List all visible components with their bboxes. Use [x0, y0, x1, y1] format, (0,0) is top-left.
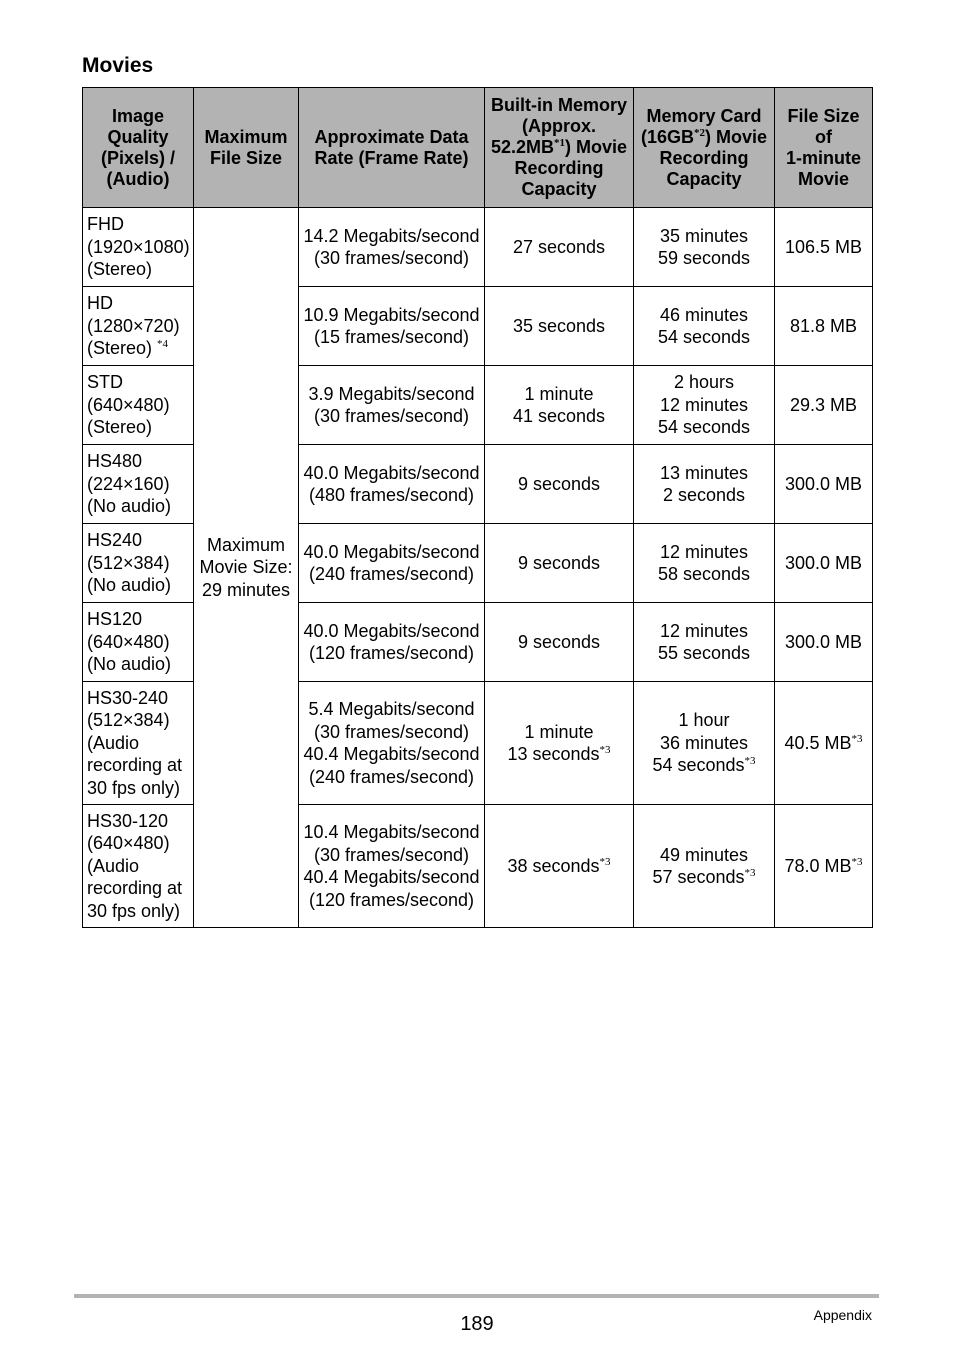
cell-line: 5.4 Megabits/second: [308, 699, 475, 719]
cell-line: HS120: [87, 609, 143, 630]
memory-card-cell: [634, 287, 775, 366]
cell-line: of: [815, 126, 832, 147]
cell-line: (16GB$^{*2}$) Movie: [640, 126, 768, 147]
cell-line: (640×480): [87, 631, 170, 652]
cell-line: File Size: [787, 105, 860, 126]
cell-line: 3.9 Megabits/second: [308, 383, 475, 404]
footnote-marker: *3: [744, 755, 756, 768]
cell-line: 35 seconds: [512, 315, 606, 336]
builtin-memory-cell: [485, 524, 634, 603]
cell-line: Image: [111, 105, 165, 126]
table-row: [83, 208, 873, 287]
cell-line: recording at: [87, 755, 183, 776]
builtin-memory-cell: [485, 603, 634, 682]
cell-line: (No audio): [87, 496, 172, 517]
builtin-memory-cell: [485, 682, 634, 805]
cell-line: (120 frames/second): [308, 643, 475, 663]
cell-line: Quality: [107, 126, 169, 147]
cell-line: 54 seconds$^{*3}$: [652, 755, 756, 776]
cell-line: 36 minutes: [659, 732, 749, 753]
quality-cell: [83, 524, 194, 603]
cell-line: (30 frames/second): [313, 721, 470, 742]
cell-line: (480 frames/second): [308, 485, 475, 505]
cell-line: 52.2MB$^{*1}$) Movie: [490, 137, 628, 157]
cell-line: 10.9 Megabits/second: [303, 304, 480, 325]
cell-line: 29 minutes: [201, 579, 291, 600]
cell-line: 27 seconds: [512, 236, 606, 257]
cell-line: (240 frames/second): [308, 766, 475, 787]
cell-line: 30 fps only): [87, 900, 181, 921]
cell-line: Approximate Data: [314, 126, 469, 147]
cell-line: (240 frames/second): [308, 564, 475, 584]
cell-line: 300.0 MB: [784, 473, 863, 494]
memory-card-cell: [634, 603, 775, 682]
memory-card-cell: [634, 805, 775, 928]
cell-line: Capacity: [521, 179, 597, 199]
cell-line: 35 minutes: [659, 225, 749, 246]
header-image-quality: [83, 88, 194, 208]
cell-line: 38 seconds$^{*3}$: [507, 855, 611, 876]
builtin-memory-cell: [485, 208, 634, 287]
cell-line: 59 seconds: [657, 248, 751, 268]
header-row: [83, 88, 873, 208]
file-size-cell: [775, 603, 873, 682]
cell-line: 9 seconds: [517, 473, 601, 494]
cell-line: recording at: [87, 878, 183, 899]
cell-line: (30 frames/second): [313, 406, 470, 426]
quality-cell: [83, 208, 194, 287]
cell-line: Capacity: [666, 168, 742, 189]
cell-line: 40.0 Megabits/second: [303, 462, 480, 483]
builtin-memory-cell: [485, 366, 634, 445]
data-rate-cell: [299, 682, 485, 805]
header-file-size: [775, 88, 873, 208]
header-max-file-size: [194, 88, 299, 208]
cell-line: (30 frames/second): [313, 248, 470, 268]
cell-line: Recording: [514, 158, 604, 178]
footnote-marker: *3: [851, 732, 863, 745]
file-size-cell: [775, 445, 873, 524]
cell-line: FHD: [87, 214, 124, 235]
builtin-memory-cell: [485, 805, 634, 928]
cell-line: 30 fps only): [87, 777, 181, 798]
movies-table: [82, 87, 873, 928]
file-size-cell: [775, 208, 873, 287]
header-data-rate: [299, 88, 485, 208]
cell-line: 46 minutes: [659, 304, 749, 325]
cell-line: 58 seconds: [657, 564, 751, 584]
footnote-marker: *3: [599, 744, 611, 756]
footnote-marker: *4: [157, 338, 169, 351]
cell-line: 55 seconds: [657, 643, 751, 663]
cell-line: 78.0 MB$^{*3}$: [784, 855, 863, 876]
quality-cell: [83, 287, 194, 366]
cell-line: Movie: [797, 168, 849, 189]
cell-line: 40.5 MB$^{*3}$: [784, 732, 863, 753]
quality-cell: [83, 366, 194, 445]
cell-line: 54 seconds: [657, 327, 751, 347]
cell-line: (640×480): [87, 394, 170, 415]
data-rate-cell: [299, 445, 485, 524]
cell-line: 57 seconds$^{*3}$: [652, 867, 756, 887]
max-file-size-cell: [194, 208, 299, 928]
cell-line: 1 minute: [524, 721, 594, 742]
cell-line: (No audio): [87, 575, 172, 596]
cell-line: 1 minute: [524, 383, 594, 404]
cell-line: Movie Size:: [199, 557, 293, 578]
data-rate-cell: [299, 805, 485, 928]
cell-line: (Audio: [87, 855, 140, 876]
page-number: 189: [460, 1313, 494, 1335]
cell-line: (Stereo): [87, 417, 153, 438]
cell-line: (224×160): [87, 473, 170, 494]
cell-line: 106.5 MB: [784, 236, 863, 257]
footnote-marker: *3: [851, 855, 863, 868]
cell-line: 40.4 Megabits/second: [303, 867, 480, 887]
cell-line: Memory Card: [646, 105, 762, 126]
cell-line: HS240: [87, 530, 143, 551]
cell-line: Rate (Frame Rate): [314, 147, 469, 168]
cell-line: STD: [87, 372, 123, 393]
cell-line: 40.0 Megabits/second: [303, 541, 480, 562]
memory-card-cell: [634, 208, 775, 287]
cell-line: (Stereo) $^{*4}$: [87, 338, 169, 359]
memory-card-cell: [634, 445, 775, 524]
data-rate-cell: [299, 603, 485, 682]
footnote-marker: *3: [599, 855, 611, 868]
cell-line: 2 hours: [673, 372, 735, 393]
memory-card-cell: [634, 682, 775, 805]
quality-cell: [83, 682, 194, 805]
cell-line: (15 frames/second): [313, 327, 470, 347]
cell-line: (640×480): [87, 833, 170, 854]
cell-line: Recording: [659, 147, 749, 168]
cell-line: 10.4 Megabits/second: [303, 822, 480, 842]
cell-line: 12 minutes: [659, 541, 749, 562]
data-rate-cell: [299, 524, 485, 603]
file-size-cell: [775, 524, 873, 603]
cell-line: 1 hour: [678, 710, 730, 731]
cell-line: (No audio): [87, 654, 172, 675]
cell-line: 40.4 Megabits/second: [303, 744, 480, 764]
cell-line: (1280×720): [87, 315, 180, 336]
cell-line: 40.0 Megabits/second: [303, 620, 480, 641]
quality-cell: [83, 603, 194, 682]
cell-line: (Audio: [87, 732, 140, 753]
cell-line: 1-minute: [785, 147, 861, 168]
cell-line: 54 seconds: [657, 417, 751, 438]
cell-line: 300.0 MB: [784, 631, 863, 652]
cell-line: 14.2 Megabits/second: [303, 225, 480, 246]
cell-line: 29.3 MB: [789, 394, 858, 415]
cell-line: (1920×1080): [87, 236, 190, 257]
cell-line: 12 minutes: [659, 620, 749, 641]
cell-line: 49 minutes: [659, 844, 749, 865]
cell-line: File Size: [209, 147, 283, 168]
data-rate-cell: [299, 287, 485, 366]
cell-line: 81.8 MB: [789, 315, 858, 336]
cell-line: (Approx.: [522, 116, 596, 136]
data-rate-cell: [299, 366, 485, 445]
file-size-cell: [775, 287, 873, 366]
cell-line: (512×384): [87, 710, 170, 731]
builtin-memory-cell: [485, 445, 634, 524]
cell-line: (Stereo): [87, 259, 153, 280]
file-size-cell: [775, 682, 873, 805]
quality-cell: [83, 805, 194, 928]
cell-line: 13 minutes: [659, 462, 749, 483]
cell-line: Maximum: [204, 126, 288, 147]
cell-line: (30 frames/second): [313, 844, 470, 865]
cell-line: HS30-240: [87, 687, 169, 708]
builtin-memory-cell: [485, 287, 634, 366]
section-label: Appendix: [813, 1307, 872, 1323]
cell-line: (Pixels) /: [100, 147, 176, 168]
footnote-marker: *1: [554, 137, 565, 149]
cell-line: (512×384): [87, 552, 170, 573]
cell-line: (120 frames/second): [308, 889, 475, 910]
footnote-marker: *2: [694, 126, 705, 139]
section-heading: Movies: [82, 54, 154, 77]
cell-line: HS480: [87, 451, 143, 472]
cell-line: 9 seconds: [517, 552, 601, 573]
cell-line: HS30-120: [87, 810, 169, 831]
cell-line: 13 seconds$^{*3}$: [507, 744, 611, 764]
header-memory-card: [634, 88, 775, 208]
cell-line: 12 minutes: [659, 394, 749, 415]
memory-card-cell: [634, 366, 775, 445]
cell-line: 41 seconds: [512, 406, 606, 426]
cell-line: 9 seconds: [517, 631, 601, 652]
file-size-cell: [775, 805, 873, 928]
cell-line: Built-in Memory: [490, 95, 627, 115]
cell-line: Maximum: [206, 534, 285, 555]
memory-card-cell: [634, 524, 775, 603]
cell-line: (Audio): [106, 168, 170, 189]
footnote-marker: *3: [744, 867, 756, 879]
file-size-cell: [775, 366, 873, 445]
cell-line: HD: [87, 293, 113, 314]
footer-rule: [74, 1294, 879, 1298]
cell-line: 2 seconds: [662, 485, 746, 505]
cell-line: 300.0 MB: [784, 552, 863, 573]
quality-cell: [83, 445, 194, 524]
data-rate-cell: [299, 208, 485, 287]
header-builtin-memory: [485, 88, 634, 208]
